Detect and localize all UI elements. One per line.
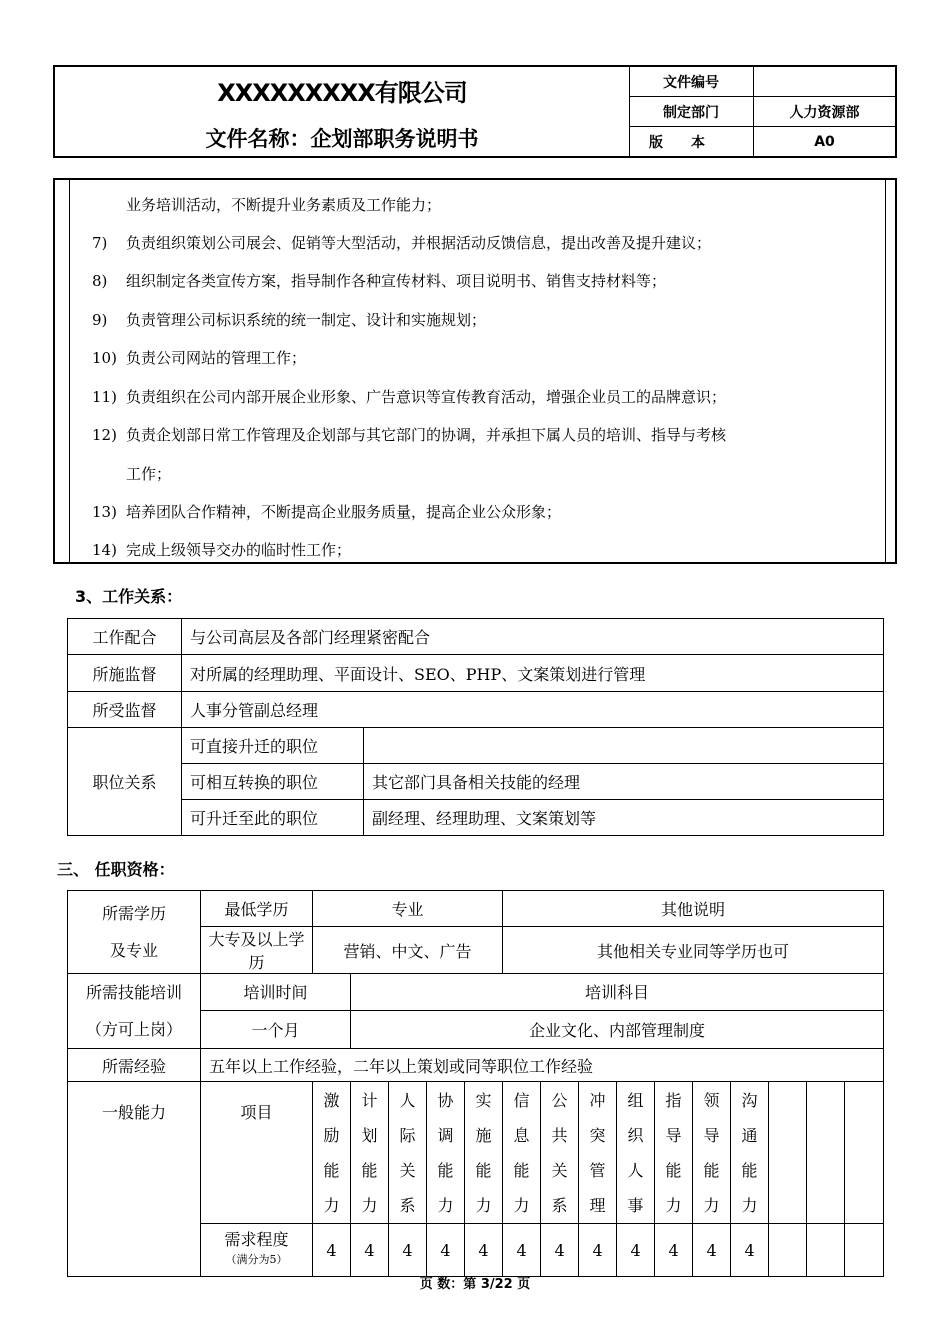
- ability-level: 4: [731, 1224, 769, 1277]
- ability-name: 实 施 能 力: [465, 1082, 503, 1224]
- document-header: [53, 65, 897, 158]
- ability-name: 沟 通 能 力: [731, 1082, 769, 1224]
- table-row: [68, 692, 884, 728]
- column-header: 最低学历: [201, 891, 313, 927]
- ability-name: 冲 突 管 理: [579, 1082, 617, 1224]
- ability-name: [769, 1082, 807, 1224]
- position-value: 其它部门具备相关技能的经理: [364, 764, 884, 800]
- ability-name: 指 导 能 力: [655, 1082, 693, 1224]
- duty-continuation: 业务培训活动，不断提升业务素质及工作能力；: [126, 196, 442, 214]
- level-note: （满分为5）: [225, 1253, 288, 1266]
- training-subjects-value: 企业文化、内部管理制度: [351, 1010, 884, 1048]
- relations-table: [67, 618, 884, 836]
- position-value: 副经理、经理助理、文案策划等: [364, 800, 884, 836]
- column-header: 专业: [313, 891, 503, 927]
- header-title-block: [55, 67, 630, 156]
- column-header: 培训时间: [201, 974, 351, 1011]
- duty-item: [92, 539, 351, 560]
- meta-label: 文件编号: [629, 67, 754, 97]
- ability-level: 4: [655, 1224, 693, 1277]
- ability-name: [807, 1082, 845, 1224]
- document-title: 文件名称：企划部职务说明书: [205, 127, 479, 151]
- training-label-line: 所需技能培训: [85, 983, 182, 1002]
- table-row: [68, 728, 884, 764]
- qualifications-table: [67, 890, 884, 1277]
- min-education-value: 大专及以上学历: [201, 927, 313, 974]
- ability-level: 4: [541, 1224, 579, 1277]
- duty-item: [92, 501, 561, 522]
- column-header: 其他说明: [503, 891, 884, 927]
- ability-level: 4: [351, 1224, 389, 1277]
- ability-level: [769, 1224, 807, 1277]
- meta-row-doc-number: [629, 67, 895, 97]
- level-header: [201, 1224, 313, 1277]
- abilities-item-header: 项目: [201, 1082, 313, 1224]
- row-label: 所施监督: [68, 655, 182, 692]
- ability-level: [845, 1224, 884, 1277]
- ability-level: 4: [693, 1224, 731, 1277]
- row-value: 对所属的经理助理、平面设计、SEO、PHP、文案策划进行管理: [182, 655, 884, 692]
- education-label-line: 及专业: [109, 941, 158, 960]
- duty-item: [92, 347, 306, 368]
- meta-value: [754, 67, 896, 97]
- duty-number: 14): [92, 541, 117, 559]
- ability-name: [845, 1082, 884, 1224]
- duty-text: 负责公司网站的管理工作；: [126, 349, 307, 367]
- duty-number: 11): [92, 388, 117, 406]
- row-label: 工作配合: [68, 619, 182, 655]
- duty-item: [92, 309, 486, 330]
- duty-continuation: 工作；: [126, 465, 172, 483]
- duty-number: 7): [92, 234, 108, 252]
- duties-box: [53, 178, 897, 564]
- duty-text: 组织制定各类宣传方案，指导制作各种宣传材料、项目说明书、销售支持材料等；: [126, 272, 667, 290]
- ability-name: 计 划 能 力: [351, 1082, 389, 1224]
- ability-level: 4: [465, 1224, 503, 1277]
- duty-item: [92, 232, 711, 253]
- table-row: [68, 800, 884, 836]
- duty-text: 培养团队合作精神，不断提高企业服务质量，提高企业公众形象；: [126, 503, 562, 521]
- duty-number: 10): [92, 349, 117, 367]
- training-label: [68, 974, 201, 1049]
- ability-level: 4: [313, 1224, 351, 1277]
- document-meta-table: [629, 67, 895, 156]
- major-value: 营销、中文、广告: [313, 927, 503, 974]
- ability-name: 协 调 能 力: [427, 1082, 465, 1224]
- ability-name: 激 励 能 力: [313, 1082, 351, 1224]
- duty-item: [92, 386, 726, 407]
- page-footer: 页 数：第 3/22 页: [419, 1277, 531, 1292]
- ability-level: 4: [579, 1224, 617, 1277]
- training-label-line: （方可上岗）: [85, 1020, 182, 1039]
- ability-name: 领 导 能 力: [693, 1082, 731, 1224]
- experience-label: 所需经验: [68, 1049, 201, 1082]
- table-row: [68, 974, 884, 1011]
- column-header: 培训科目: [351, 974, 884, 1011]
- ability-level: 4: [503, 1224, 541, 1277]
- other-notes-value: 其他相关专业同等学历也可: [503, 927, 884, 974]
- section-heading-qualifications: 三、 任职资格：: [57, 860, 175, 879]
- abilities-row: [68, 1082, 884, 1224]
- duty-text: 负责组织策划公司展会、促销等大型活动，并根据活动反馈信息，提出改善及提升建议；: [126, 234, 712, 252]
- duty-text: 完成上级领导交办的临时性工作；: [126, 541, 352, 559]
- row-value: 与公司高层及各部门经理紧密配合: [182, 619, 884, 655]
- ability-level: 4: [617, 1224, 655, 1277]
- ability-level: [807, 1224, 845, 1277]
- duty-item: [92, 270, 666, 291]
- duty-number: 8): [92, 272, 108, 290]
- ability-name: 公 共 关 系: [541, 1082, 579, 1224]
- meta-label: 版本: [629, 127, 754, 157]
- meta-value: 人力资源部: [754, 97, 896, 127]
- table-row: [68, 619, 884, 655]
- table-row: [68, 1049, 884, 1082]
- duty-text: 负责组织在公司内部开展企业形象、广告意识等宣传教育活动，增强企业员工的品牌意识；: [126, 388, 727, 406]
- meta-row-department: [629, 97, 895, 127]
- duty-number: 13): [92, 503, 117, 521]
- duty-item: [92, 424, 726, 445]
- meta-label: 制定部门: [629, 97, 754, 127]
- position-type: 可直接升迁的职位: [182, 728, 364, 764]
- table-row: [68, 891, 884, 927]
- section-heading-relations: 3、工作关系：: [75, 587, 183, 606]
- position-type: 可相互转换的职位: [182, 764, 364, 800]
- duty-text: 负责企划部日常工作管理及企划部与其它部门的协调，并承担下属人员的培训、指导与考核: [126, 426, 727, 444]
- ability-name: 组 织 人 事: [617, 1082, 655, 1224]
- ability-name: 信 息 能 力: [503, 1082, 541, 1224]
- company-name: XXXXXXXXX有限公司: [217, 79, 467, 107]
- experience-value: 五年以上工作经验，二年以上策划或同等职位工作经验: [201, 1049, 884, 1082]
- ability-level: 4: [389, 1224, 427, 1277]
- duty-number: 9): [92, 311, 108, 329]
- table-row: [68, 764, 884, 800]
- position-type: 可升迁至此的职位: [182, 800, 364, 836]
- training-duration-value: 一个月: [201, 1010, 351, 1048]
- table-row: [68, 655, 884, 692]
- duty-number: 12): [92, 426, 117, 444]
- ability-name: 人 际 关 系: [389, 1082, 427, 1224]
- duties-list: [69, 180, 886, 564]
- level-header-text: 需求程度: [224, 1230, 289, 1249]
- row-label: 所受监督: [68, 692, 182, 728]
- position-relations-label: 职位关系: [68, 728, 182, 836]
- ability-level: 4: [427, 1224, 465, 1277]
- education-label-line: 所需学历: [101, 904, 166, 923]
- row-value: 人事分管副总经理: [182, 692, 884, 728]
- meta-row-version: [629, 127, 895, 157]
- education-label: [68, 891, 201, 974]
- duty-text: 负责管理公司标识系统的统一制定、设计和实施规划；: [126, 311, 487, 329]
- abilities-label: 一般能力: [68, 1082, 201, 1277]
- position-value: [364, 728, 884, 764]
- meta-value: A0: [754, 127, 896, 157]
